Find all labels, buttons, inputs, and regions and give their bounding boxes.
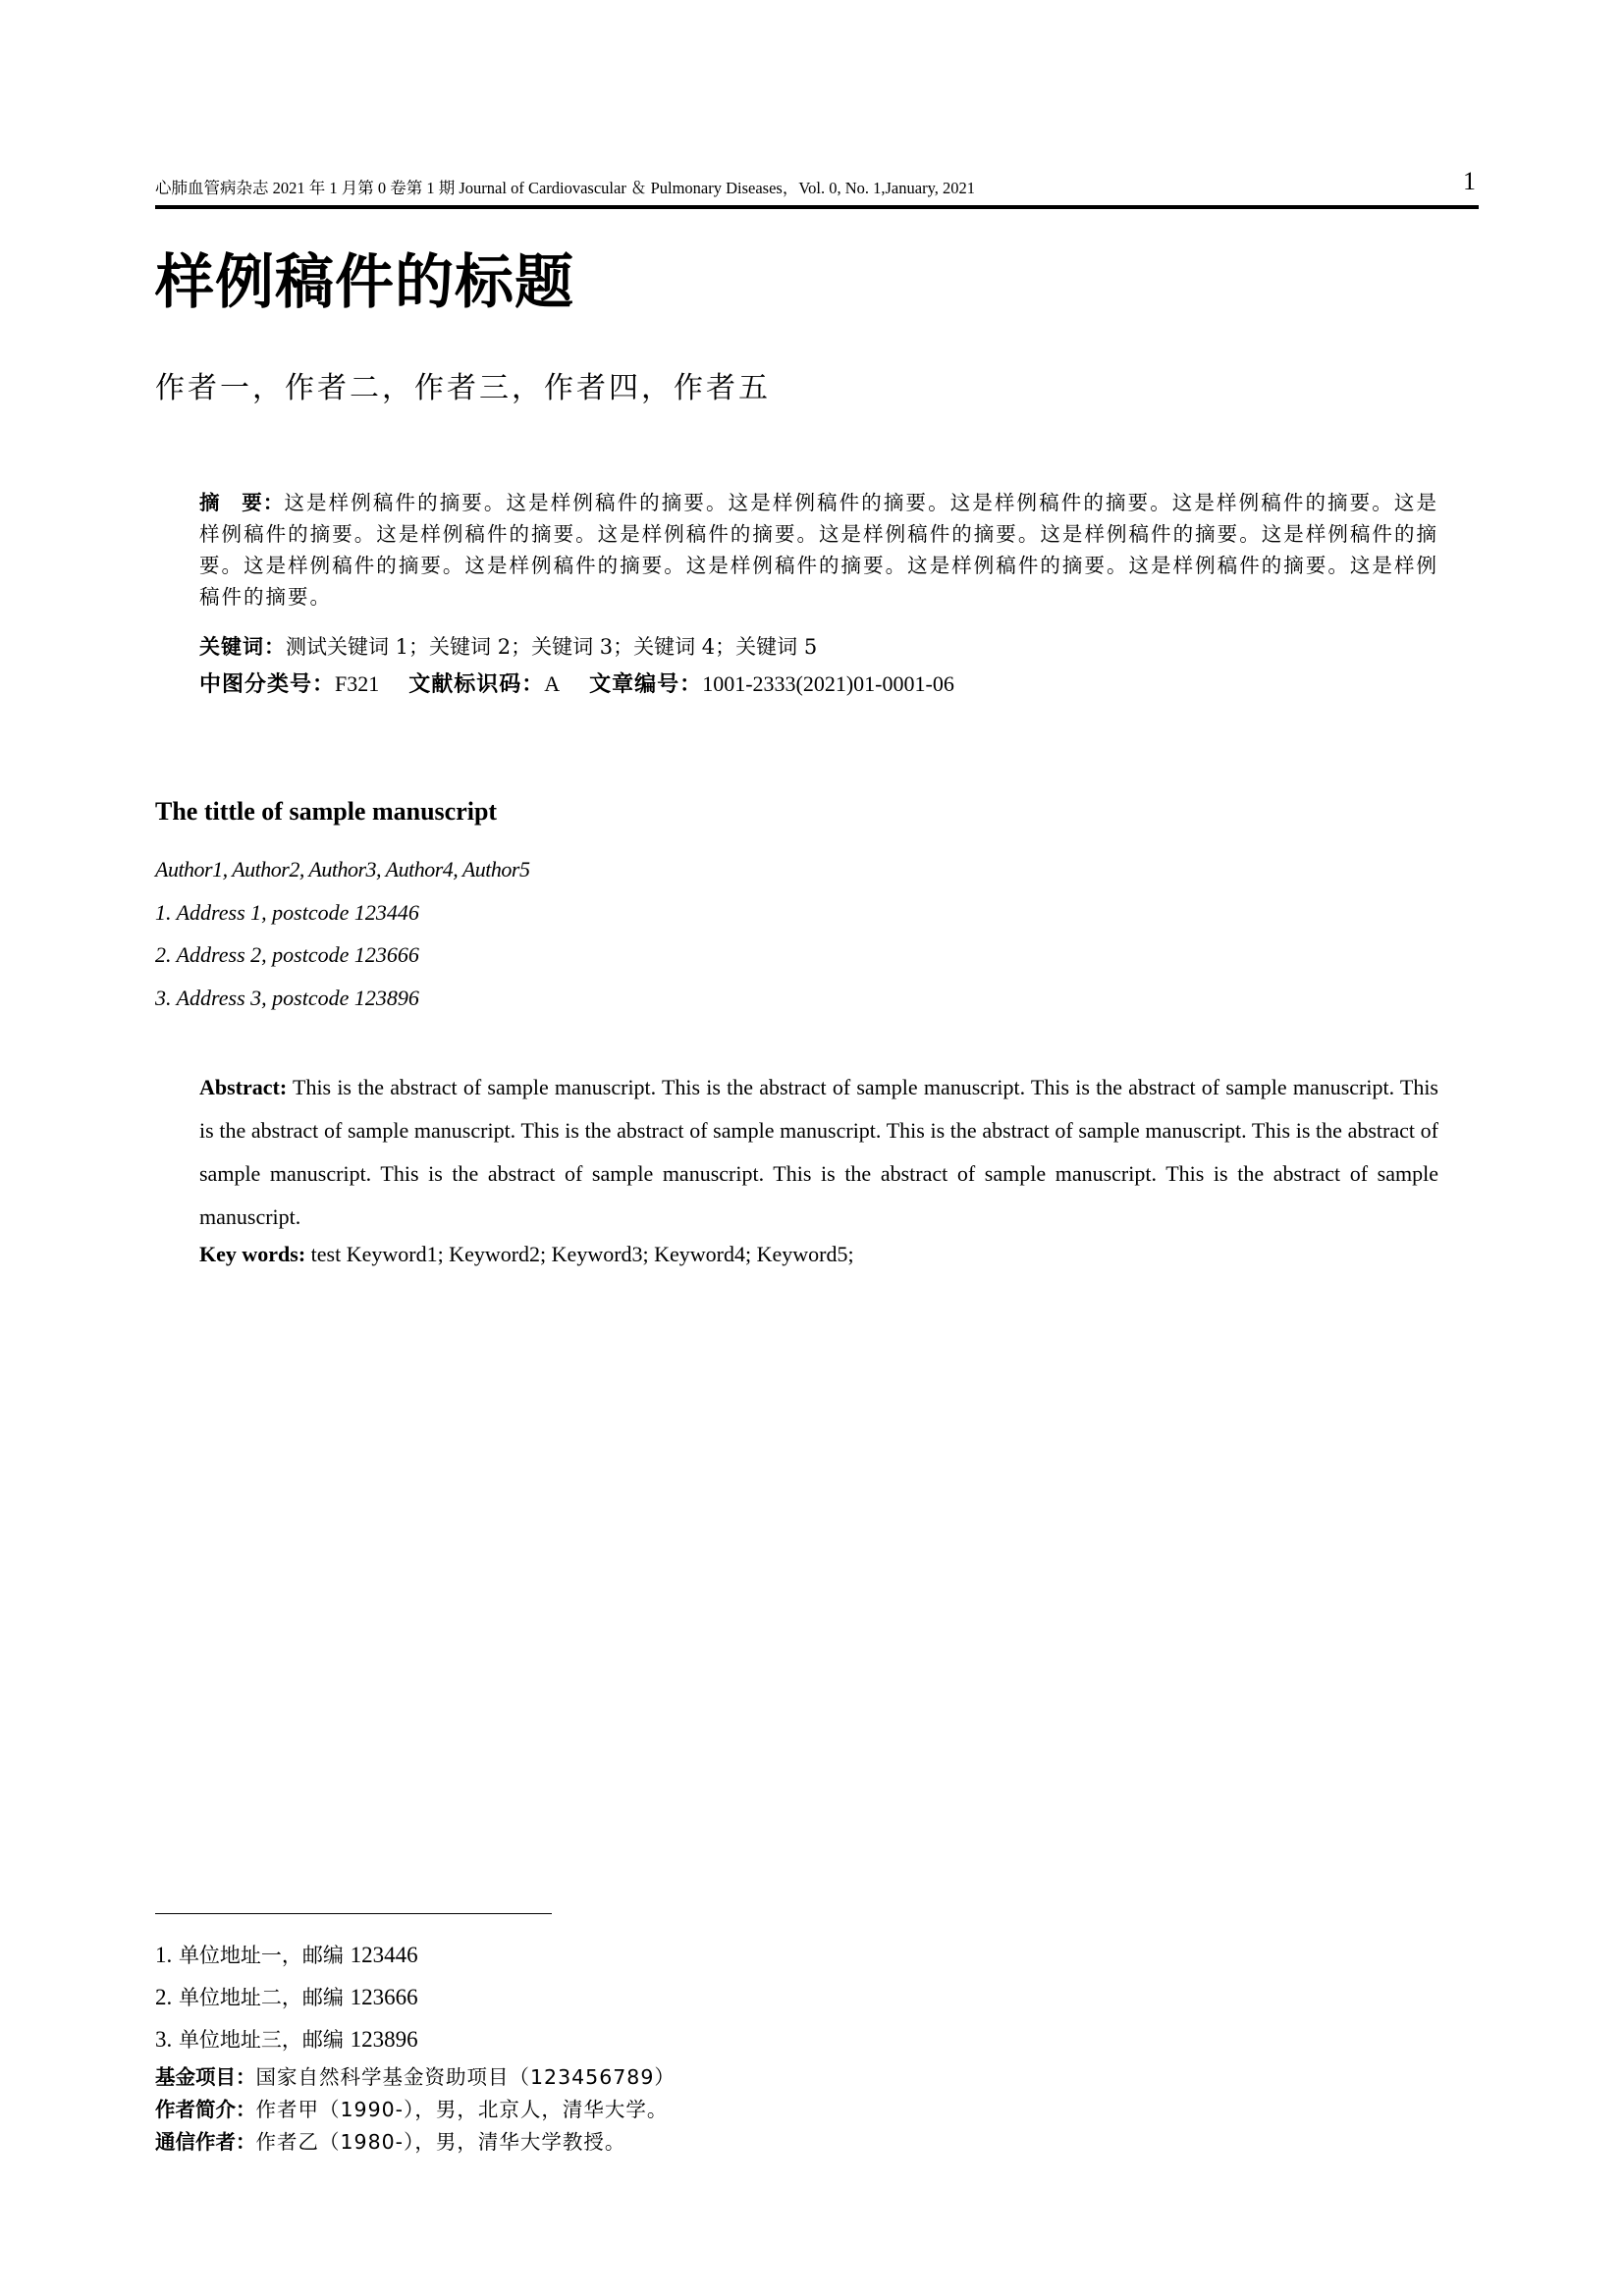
footnote-number: 2.	[155, 1985, 173, 2009]
footnote-postcode: 123896	[350, 2027, 418, 2052]
chinese-keywords-label: 关键词：	[199, 635, 286, 659]
footnote-postcode: 123446	[350, 1943, 418, 1967]
corr-text: 作者乙（1980-），男，清华大学教授。	[255, 2130, 626, 2154]
footnote-number: 3.	[155, 2027, 173, 2052]
footnote-unit-3	[155, 2024, 418, 2054]
english-authors: Author1, Author2, Author3, Author4, Author5	[155, 857, 530, 881]
english-keywords-text: test Keyword1; Keyword2; Keyword3; Keyword4; Keyword5;	[305, 1242, 854, 1266]
chinese-keywords	[199, 631, 817, 661]
footnote-text: 单位地址三，邮编	[178, 2028, 344, 2052]
running-header: 心肺血管病杂志 2021 年 1 月第 0 卷第 1 期 Journal of Cardiovascular ＆ Pulmonary Diseases，Vol. 0, No. 1,January, 2021	[155, 179, 975, 197]
chinese-keywords-text: 测试关键词 1；关键词 2；关键词 3；关键词 4；关键词 5	[286, 635, 818, 659]
fund-text: 国家自然科学基金资助项目（123456789）	[255, 2065, 676, 2089]
classification-line	[199, 667, 954, 698]
footnote-unit-2	[155, 1982, 418, 2011]
article-no-value: 1001-2333(2021)01-0001-06	[702, 671, 954, 696]
english-abstract-text: This is the abstract of sample manuscript. This is the abstract of sample manuscript. This is the abstract of sample manuscript. This is the abstract of sample manuscript. This is the abstract of sample manuscript. This is the abstract of sample manuscript. This is the abstract of sample manuscript. This is the abstract of sample manuscript. This is the abstract of sample manuscript. This is the abstract of sample manuscript.	[199, 1075, 1438, 1229]
fund-line	[155, 2060, 676, 2090]
class-label: 中图分类号：	[199, 672, 336, 697]
footnote-text: 单位地址一，邮编	[178, 1944, 344, 1967]
author-bio-line	[155, 2093, 668, 2122]
corr-label: 通信作者：	[155, 2130, 256, 2154]
english-abstract	[199, 1066, 1438, 1239]
bio-label: 作者简介：	[155, 2098, 256, 2121]
footnote-rule	[155, 1913, 552, 1914]
page-number: 1	[1463, 167, 1476, 195]
doc-code-label: 文献标识码：	[408, 672, 545, 697]
footnote-number: 1.	[155, 1943, 173, 1967]
chinese-title: 样例稿件的标题	[155, 248, 574, 317]
article-no-label: 文章编号：	[589, 672, 703, 697]
corresponding-author-line	[155, 2125, 625, 2155]
affiliation-1: 1. Address 1, postcode 123446	[155, 900, 419, 925]
affiliation-3: 3. Address 3, postcode 123896	[155, 986, 419, 1010]
footnote-unit-1	[155, 1940, 418, 1969]
class-value: F321	[335, 671, 380, 696]
footnote-text: 单位地址二，邮编	[178, 1986, 344, 2009]
doc-code-value: A	[544, 671, 561, 696]
chinese-abstract-label: 摘 要：	[199, 491, 285, 514]
affiliation-2: 2. Address 2, postcode 123666	[155, 942, 419, 967]
english-keywords-label: Key words:	[199, 1242, 306, 1266]
english-abstract-label: Abstract:	[199, 1075, 288, 1099]
chinese-abstract-text: 这是样例稿件的摘要。这是样例稿件的摘要。这是样例稿件的摘要。这是样例稿件的摘要。这是样例稿件的摘要。这是样例稿件的摘要。这是样例稿件的摘要。这是样例稿件的摘要。这是样例稿件的摘要。这是样例稿件的摘要。这是样例稿件的摘要。这是样例稿件的摘要。这是样例稿件的摘要。这是样例稿件的摘要。这是样例稿件的摘要。这是样例稿件的摘要。这是样例稿件的摘要。	[199, 491, 1438, 609]
bio-text: 作者甲（1990-），男，北京人，清华大学。	[255, 2098, 669, 2121]
chinese-abstract	[199, 487, 1438, 613]
chinese-authors: 作者一，作者二，作者三，作者四，作者五	[155, 371, 771, 405]
fund-label: 基金项目：	[155, 2065, 256, 2089]
english-title: The tittle of sample manuscript	[155, 797, 498, 826]
header-rule	[155, 205, 1479, 209]
footnote-postcode: 123666	[350, 1985, 418, 2009]
english-keywords	[199, 1242, 854, 1267]
